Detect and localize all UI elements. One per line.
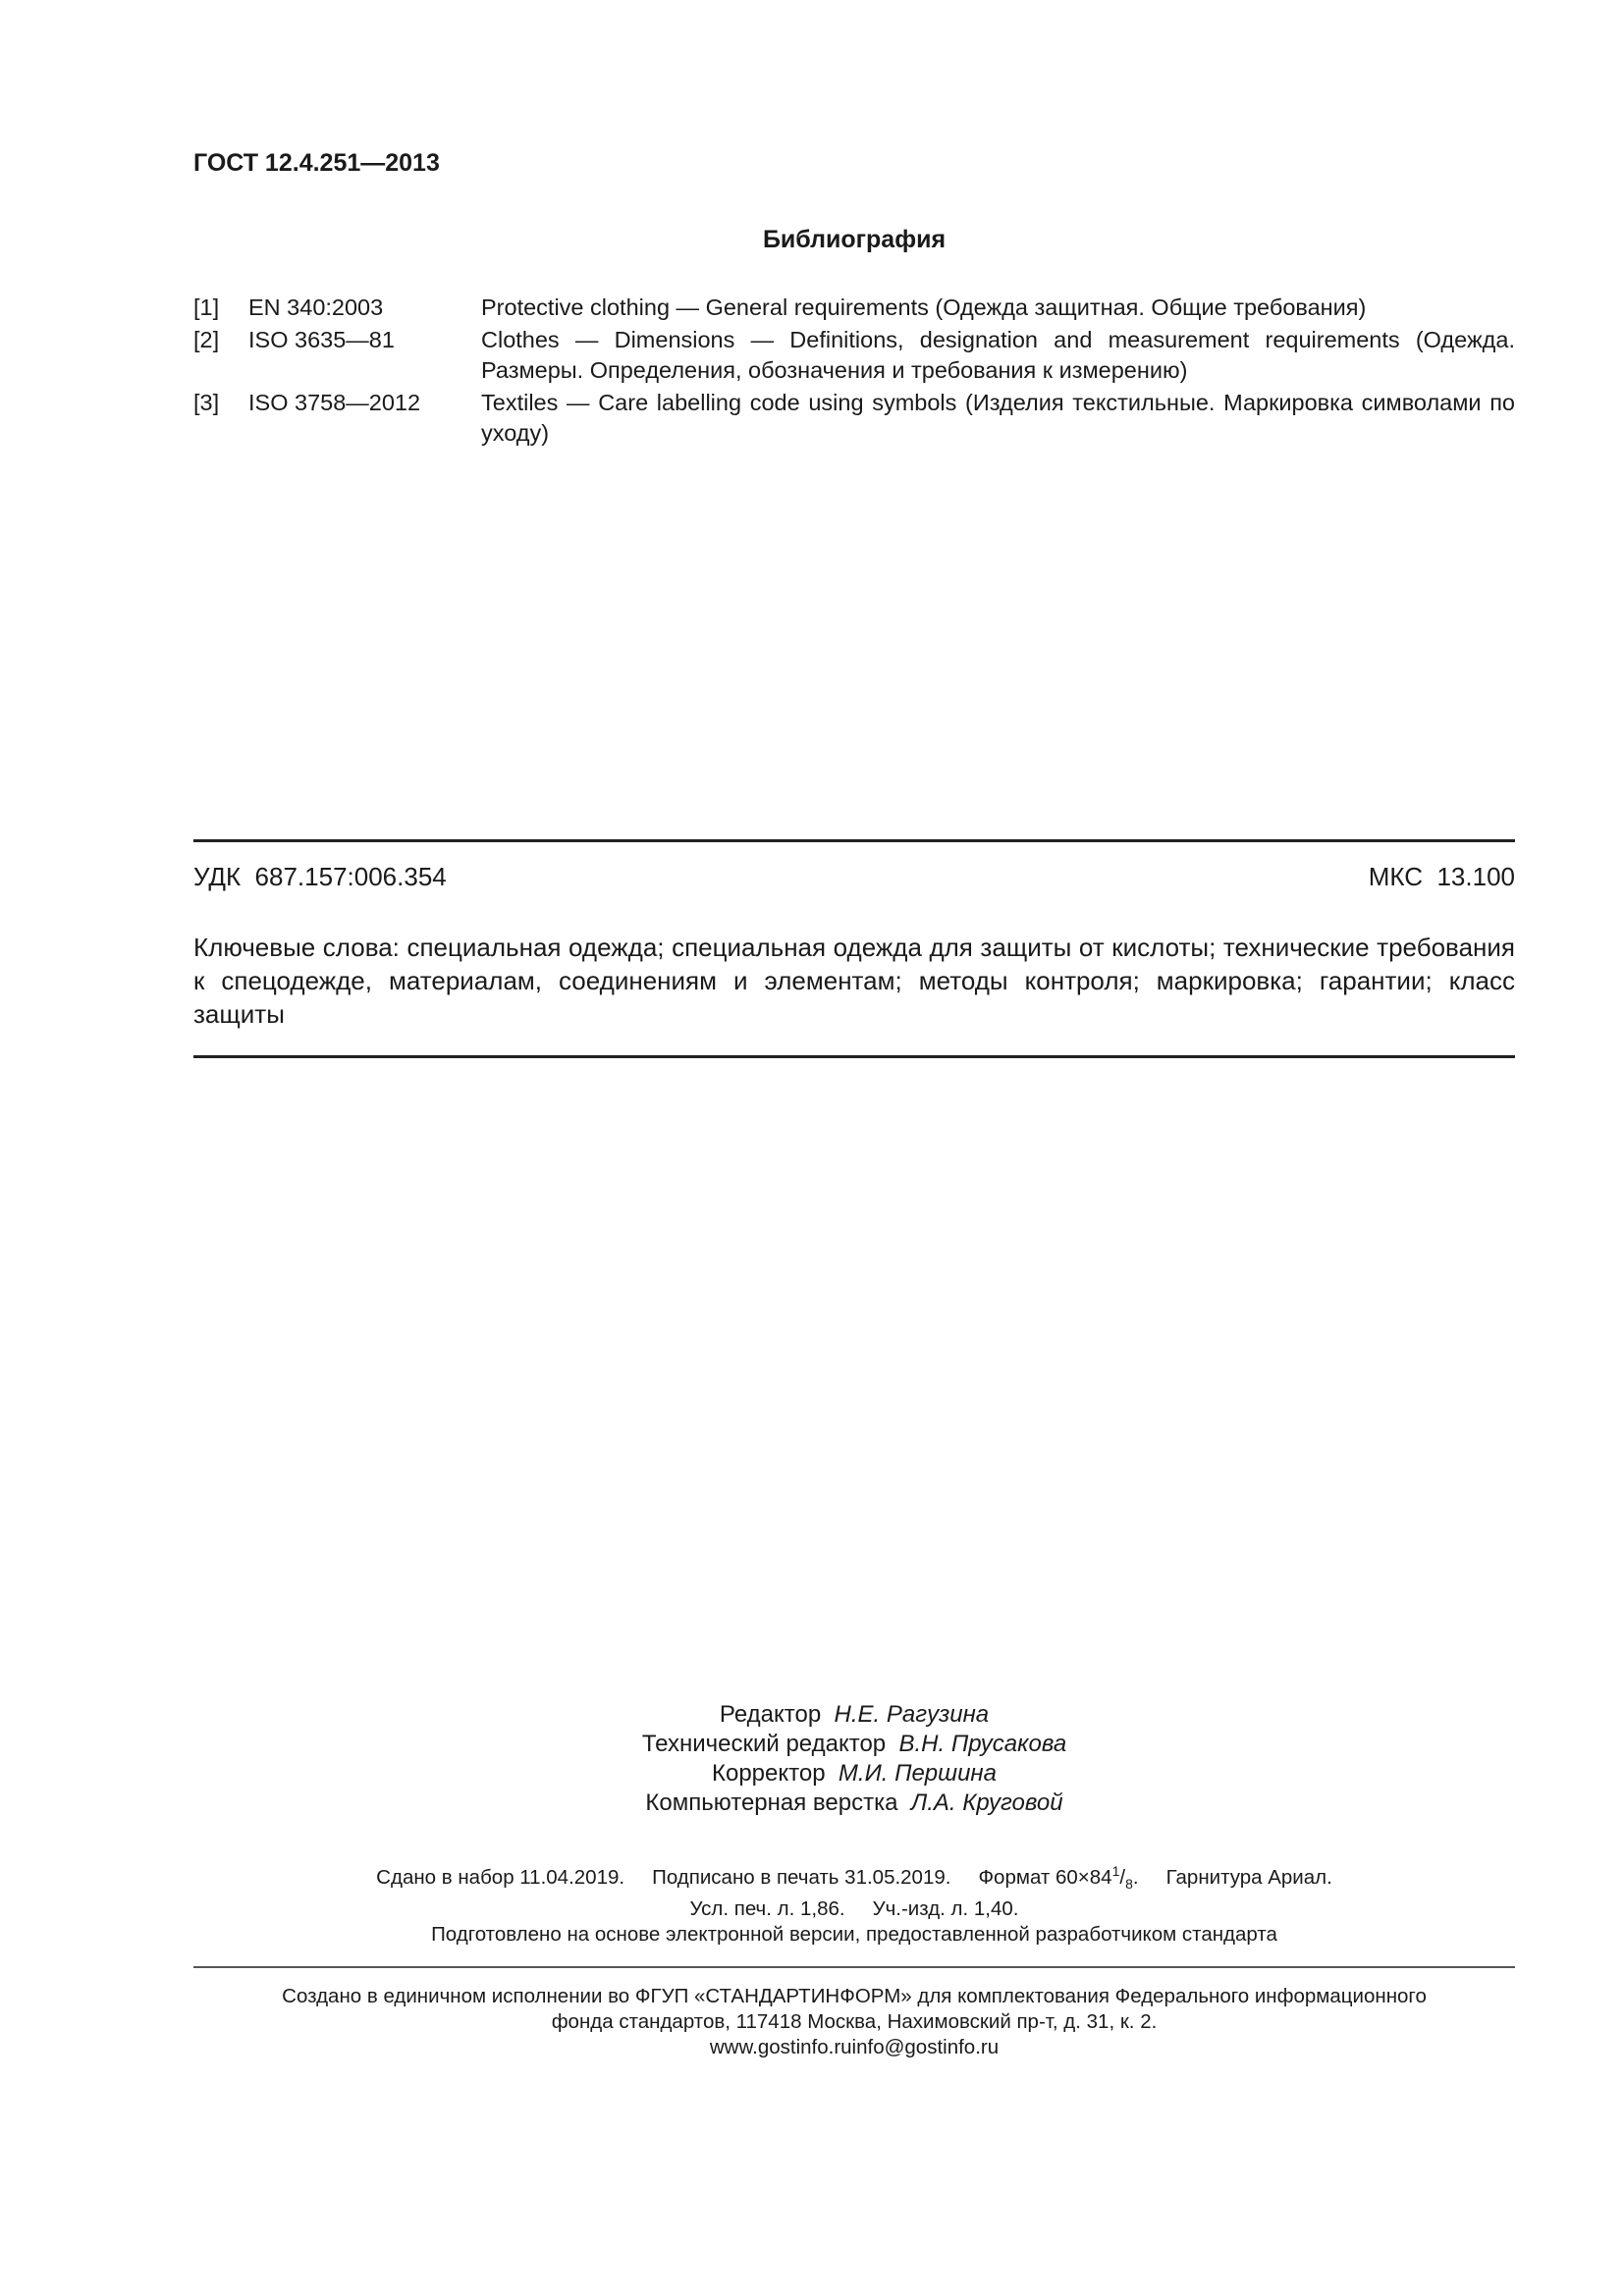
submitted-date: Сдано в набор 11.04.2019. <box>376 1865 625 1889</box>
bibliography-ref <box>193 388 1515 449</box>
bibliography-ref <box>193 325 1515 386</box>
prepared-note: Подготовлено на основе электронной версии, предоставленной разработчиком стандарта <box>431 1922 1277 1946</box>
typeface: Гарнитура Ариал. <box>1165 1865 1332 1889</box>
credit-tech-editor <box>193 1730 1515 1759</box>
ref-title: Clothes — Dimensions — Definitions, designation and measurement requirements (Одежда. Размеры. Определения, обозначения и требования к измерению) <box>481 327 1515 383</box>
divider-bottom <box>193 1966 1515 1968</box>
format-suffix: . <box>1132 1865 1139 1889</box>
pub-sheets: Уч.-изд. л. 1,40. <box>872 1896 1019 1920</box>
ref-title: Protective clothing — General requirements (Одежда защитная. Общие требования) <box>481 294 1367 320</box>
format-slash: / <box>1119 1865 1126 1889</box>
credit-role: Компьютерная верстка <box>645 1789 898 1816</box>
divider-keywords <box>193 1055 1515 1058</box>
credit-layout <box>193 1789 1515 1818</box>
credit-name: М.И. Першина <box>838 1760 997 1787</box>
ref-number: [1] <box>193 294 220 320</box>
ref-code: ISO 3758—2012 <box>248 390 421 415</box>
ref-title: Textiles — Care labelling code using symbols (Изделия текстильные. Маркировка символами по уходу) <box>481 390 1515 446</box>
print-sheets: Усл. печ. л. 1,86. <box>689 1896 845 1920</box>
divider-top <box>193 839 1515 842</box>
publication-info <box>193 1858 1515 1948</box>
ref-code: EN 340:2003 <box>248 294 384 320</box>
website-link[interactable]: www.gostinfo.ru <box>709 2036 852 2058</box>
email-link[interactable]: info@gostinfo.ru <box>851 2036 1000 2058</box>
format-sup: 1 <box>1111 1863 1120 1879</box>
ref-code: ISO 3635—81 <box>248 327 395 352</box>
publisher-contacts <box>193 2035 1515 2060</box>
udk-code: УДК 687.157:006.354 <box>193 862 447 891</box>
mks-code: МКС 13.100 <box>1368 862 1515 891</box>
credit-name: Л.А. Круговой <box>910 1789 1063 1816</box>
ref-number: [3] <box>193 390 220 415</box>
credit-role: Технический редактор <box>641 1731 887 1757</box>
paper-format <box>978 1863 1139 1892</box>
publication-line-1 <box>193 1858 1515 1896</box>
credit-role: Корректор <box>712 1760 826 1787</box>
format-prefix: Формат 60×84 <box>978 1865 1112 1889</box>
bibliography-ref <box>193 293 1515 323</box>
signed-date: Подписано в печать 31.05.2019. <box>652 1865 951 1889</box>
publisher-line-2: фонда стандартов, 117418 Москва, Нахимовский пр-т, д. 31, к. 2. <box>551 2010 1158 2033</box>
publisher-line-1: Создано в единичном исполнении во ФГУП «СТАНДАРТИНФОРМ» для комплектования Федерального информационного <box>282 1985 1427 2007</box>
format-sub: 8 <box>1125 1875 1133 1892</box>
ref-number: [2] <box>193 327 220 352</box>
bibliography-title: Библиография <box>762 226 947 253</box>
standard-code: ГОСТ 12.4.251—2013 <box>193 149 440 177</box>
bibliography-list <box>193 293 1515 451</box>
credits <box>193 1700 1515 1818</box>
credit-proofreader <box>193 1759 1515 1789</box>
credit-role: Редактор <box>719 1701 822 1728</box>
credit-editor <box>193 1700 1515 1730</box>
credit-name: Н.Е. Рагузина <box>834 1701 990 1728</box>
keywords: Ключевые слова: специальная одежда; специальная одежда для защиты от кислоты; технические требования к спецодежде, материалам, соединениям и элементам; методы контроля; маркировка; гарантии; класс защиты <box>193 933 1515 1029</box>
publication-line-2 <box>193 1896 1515 1922</box>
credit-name: В.Н. Прусакова <box>898 1731 1067 1757</box>
publisher-info <box>193 1984 1515 2060</box>
